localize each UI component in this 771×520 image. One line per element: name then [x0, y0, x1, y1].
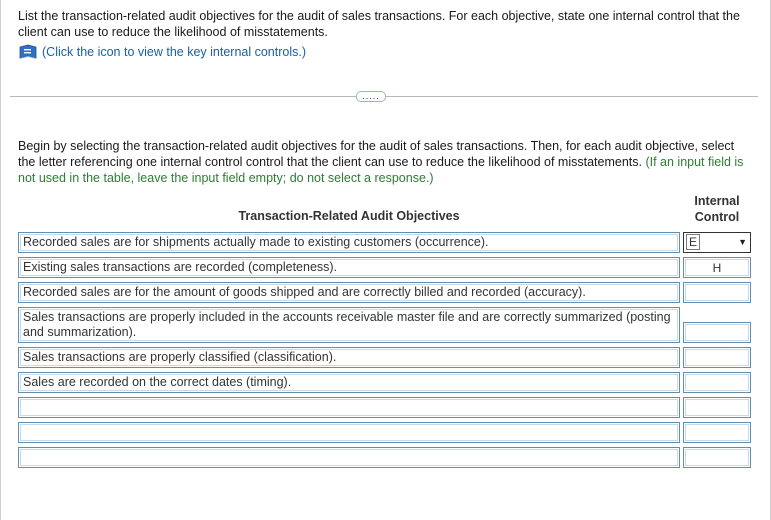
- objective-field[interactable]: Sales are recorded on the correct dates (timing).: [18, 372, 680, 393]
- control-field[interactable]: [683, 447, 751, 468]
- control-field[interactable]: [683, 257, 751, 278]
- chevron-down-icon[interactable]: ▼: [738, 237, 747, 247]
- key-controls-link[interactable]: [18, 44, 306, 60]
- objective-field[interactable]: [18, 397, 680, 418]
- objectives-column-header: Transaction-Related Audit Objectives: [238, 209, 460, 223]
- control-value: H: [712, 261, 722, 275]
- objective-field[interactable]: Recorded sales are for the amount of goods shipped and are correctly billed and recorded (accuracy).: [18, 282, 680, 303]
- hint-text[interactable]: (Click the icon to view the key internal controls.): [42, 45, 306, 59]
- instructions: [18, 138, 748, 186]
- objective-field[interactable]: [18, 422, 680, 443]
- objective-field[interactable]: Sales transactions are properly classified (classification).: [18, 347, 680, 368]
- control-field[interactable]: [683, 397, 751, 418]
- control-field[interactable]: [683, 372, 751, 393]
- expand-button[interactable]: .....: [356, 91, 386, 102]
- instructions-note: (If an input field is not used in the table, leave the input field empty; do not select a response.): [18, 155, 744, 185]
- control-column-header: Internal Control: [694, 194, 740, 224]
- objective-field[interactable]: Sales transactions are properly included in the accounts receivable master file and are correctly summarized (posting and summarization).: [18, 307, 680, 343]
- control-field[interactable]: [683, 422, 751, 443]
- question-text: List the transaction-related audit objectives for the audit of sales transactions. For each objective, state one internal control that the client can use to reduce the likelihood of misstatements.: [18, 9, 740, 39]
- objective-field[interactable]: [18, 447, 680, 468]
- control-field[interactable]: [683, 322, 751, 343]
- control-field[interactable]: [683, 282, 751, 303]
- control-select-value: E: [686, 234, 700, 250]
- instructions-main: Begin by selecting the transaction-related audit objectives for the audit of sales transactions. Then, for each audit objective, select the letter referencing one internal control control that the client can use to reduce the likelihood of misstatements.: [18, 139, 735, 169]
- objective-field[interactable]: Recorded sales are for shipments actually made to existing customers (occurrence).: [18, 232, 680, 253]
- objective-field[interactable]: Existing sales transactions are recorded (completeness).: [18, 257, 680, 278]
- control-select[interactable]: [683, 232, 751, 253]
- book-icon[interactable]: [18, 44, 38, 60]
- control-field[interactable]: [683, 347, 751, 368]
